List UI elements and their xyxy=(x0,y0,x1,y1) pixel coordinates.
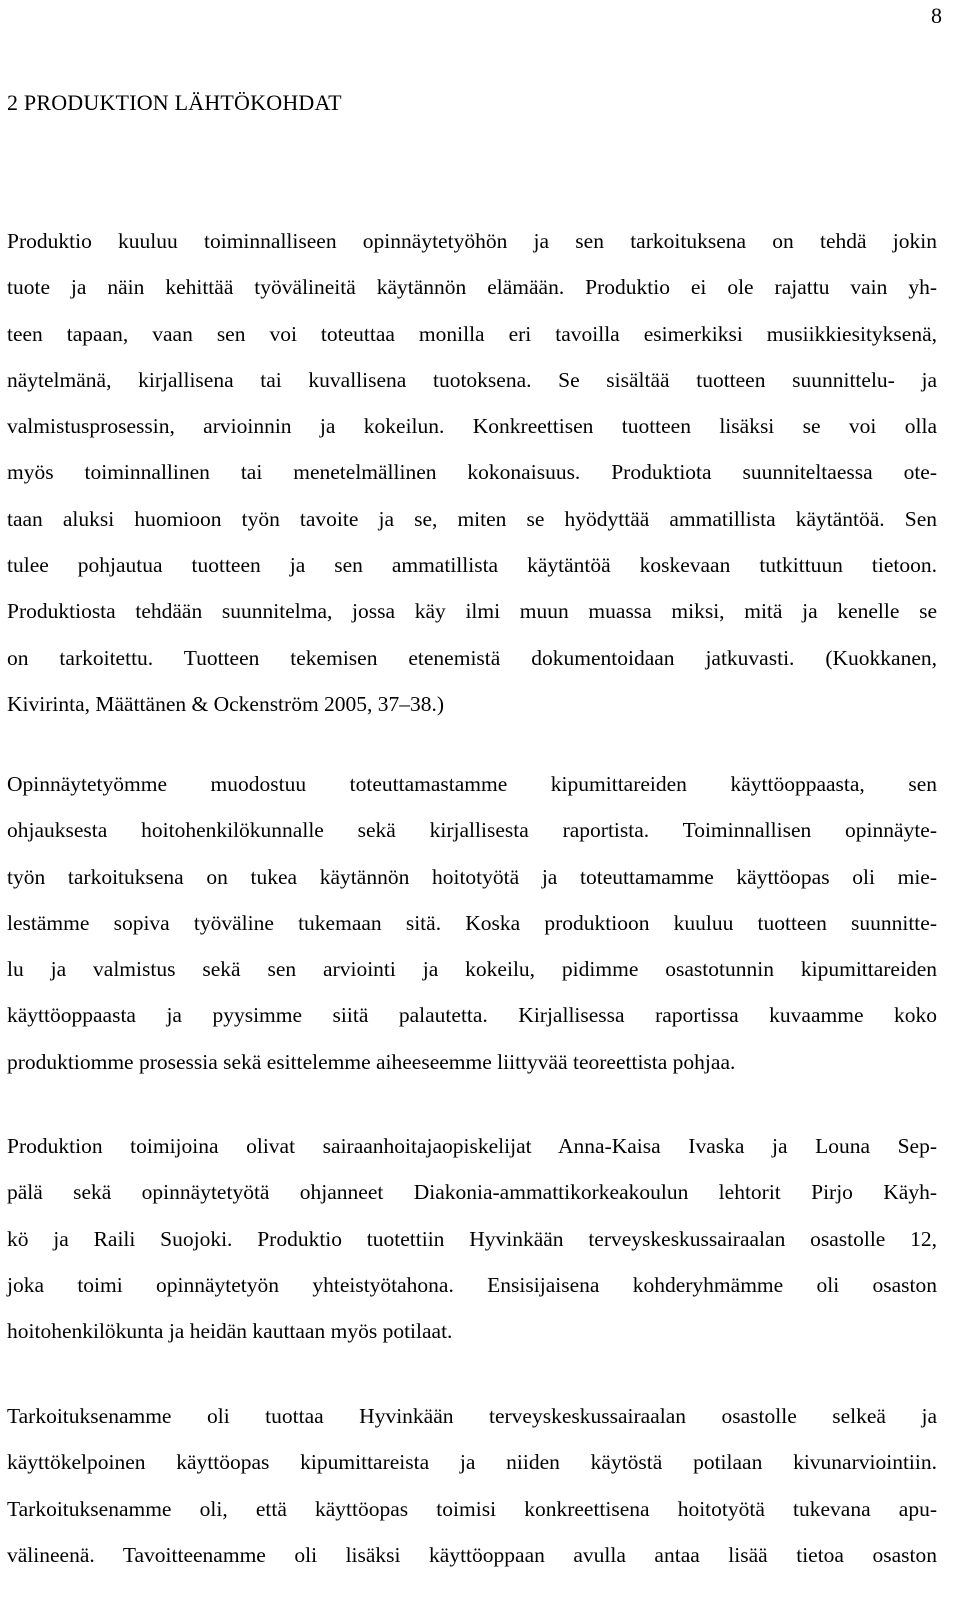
paragraph-line: produktiomme prosessia sekä esittelemme aiheeseemme liittyvää teoreettista pohjaa. xyxy=(7,1049,736,1074)
paragraph-line: tuote ja näin kehittää työvälineitä käytännön elämään. Produktio ei ole rajattu vain yh- xyxy=(7,275,937,300)
paragraph-line: käyttöoppaasta ja pyysimme siitä palautetta. Kirjallisessa raportissa kuvaamme koko xyxy=(7,1003,937,1028)
paragraph-line: lestämme sopiva työväline tukemaan sitä. Koska produktioon kuuluu tuotteen suunnitte- xyxy=(7,910,937,935)
paragraph-line: työn tarkoituksena on tukea käytännön hoitotyötä ja toteuttamamme käyttöopas oli mie- xyxy=(7,864,937,889)
paragraph-line: tulee pohjautua tuotteen ja sen ammatillista käytäntöä koskevaan tutkittuun tietoon. xyxy=(7,553,937,578)
paragraph-line: Kivirinta, Määttänen & Ockenström 2005, 37–38.) xyxy=(7,691,445,716)
paragraph-line: hoitohenkilökunta ja heidän kauttaan myös potilaat. xyxy=(7,1319,453,1344)
paragraph-line: kö ja Raili Suojoki. Produktio tuotettiin Hyvinkään terveyskeskussairaalan osastolle 12, xyxy=(7,1226,937,1251)
paragraph-line: näytelmänä, kirjallisena tai kuvallisena tuotoksena. Se sisältää tuotteen suunnittelu- ja xyxy=(7,367,937,392)
paragraph-line: pälä sekä opinnäytetyötä ohjanneet Diakonia-ammattikorkeakoulun lehtorit Pirjo Käyh- xyxy=(7,1180,937,1205)
paragraph-line: Produktiosta tehdään suunnitelma, jossa käy ilmi muun muassa miksi, mitä ja kenelle se xyxy=(7,599,937,624)
paragraph-line: lu ja valmistus sekä sen arviointi ja kokeilu, pidimme osastotunnin kipumittareiden xyxy=(7,957,937,982)
paragraph-line: joka toimi opinnäytetyön yhteistyötahona. Ensisijaisena kohderyhmämme oli osaston xyxy=(7,1272,937,1297)
paragraph-line: taan aluksi huomioon työn tavoite ja se, miten se hyödyttää ammatillista käytäntöä. Sen xyxy=(7,506,937,531)
paragraph-line: ohjauksesta hoitohenkilökunnalle sekä kirjallisesta raportista. Toiminnallisen opinnäyte- xyxy=(7,818,937,843)
paragraph-line: käyttökelpoinen käyttöopas kipumittareista ja niiden käytöstä potilaan kivunarviointiin. xyxy=(7,1450,937,1475)
paragraph-line: välineenä. Tavoitteenamme oli lisäksi käyttöoppaan avulla antaa lisää tietoa osaston xyxy=(7,1542,937,1567)
paragraph-3 xyxy=(7,1123,937,1354)
paragraph-line: Opinnäytetyömme muodostuu toteuttamastamme kipumittareiden käyttöoppaasta, sen xyxy=(7,772,937,796)
paragraph-line: on tarkoitettu. Tuotteen tekemisen etenemistä dokumentoidaan jatkuvasti. (Kuokkanen, xyxy=(7,645,937,670)
paragraph-line: myös toiminnallinen tai menetelmällinen kokonaisuus. Produktiota suunniteltaessa ote- xyxy=(7,460,937,485)
paragraph-line: Produktion toimijoina olivat sairaanhoitajaopiskelijat Anna-Kaisa Ivaska ja Louna Sep- xyxy=(7,1134,937,1158)
paragraph-line: Tarkoituksenamme oli tuottaa Hyvinkään terveyskeskussairaalan osastolle selkeä ja xyxy=(7,1404,937,1428)
paragraph-line: valmistusprosessin, arvioinnin ja kokeilun. Konkreettisen tuotteen lisäksi se voi olla xyxy=(7,414,937,439)
paragraph-line: Produktio kuuluu toiminnalliseen opinnäytetyöhön ja sen tarkoituksena on tehdä jokin xyxy=(7,229,937,253)
paragraph-line: Tarkoituksenamme oli, että käyttöopas toimisi konkreettisena hoitotyötä tukevana apu- xyxy=(7,1496,937,1521)
paragraph-line: teen tapaan, vaan sen voi toteuttaa monilla eri tavoilla esimerkiksi musiikkiesityksenä, xyxy=(7,321,937,346)
paragraph-1 xyxy=(7,218,937,727)
paragraph-2 xyxy=(7,761,937,1085)
paragraph-4 xyxy=(7,1393,937,1578)
chapter-heading: 2 PRODUKTION LÄHTÖKOHDAT xyxy=(7,90,342,115)
page-number: 8 xyxy=(931,3,942,28)
